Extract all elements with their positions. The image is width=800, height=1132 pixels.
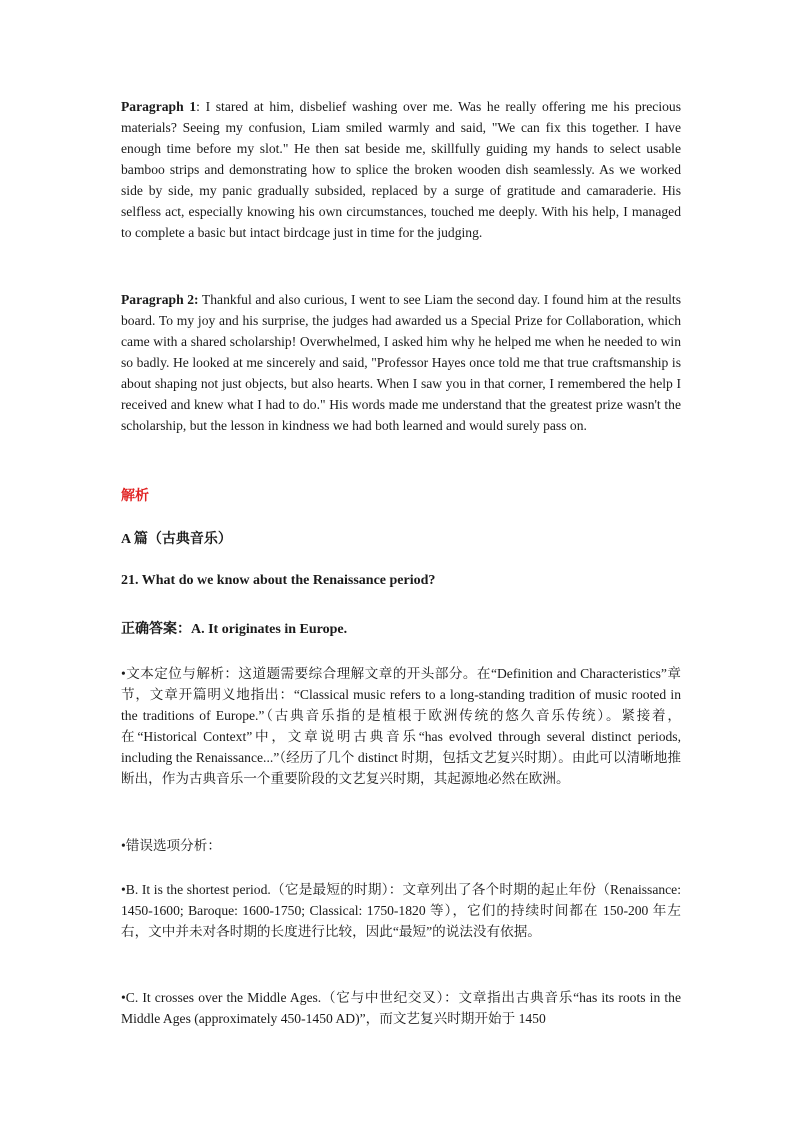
bullet-text-location: •文本定位与解析：这道题需要综合理解文章的开头部分。在“Definition and Characteristics”章节，文章开篇明义地指出：“Classical music refers to a long-standing tradition of music rooted in the traditions of Europe.”（古典音乐指的是植根于欧洲传统的悠久音乐传统）。紧接着，在“Historical Context”中，文章说明古典音乐“has evolved through several distinct periods, including the Renaissance...”（经历了几个 distinct 时期，包括文艺复兴时期）。由此可以清晰地推断出，作为古典音乐一个重要阶段的文艺复兴时期，其起源地必然在欧洲。 [121,666,681,786]
paragraph-2 [121,289,681,436]
bullet-option-b: •B. It is the shortest period.（它是最短的时期）：文章列出了各个时期的起止年份（Renaissance: 1450-1600; Baroque: 1600-1750; Classical: 1750-1820 等），它们的持续时间都在 150-200 年左右，文中并未对各时期的长度进行比较，因此“最短”的说法没有依据。 [121,882,681,939]
correct-answer: 正确答案：A. It originates in Europe. [121,622,348,637]
question-21: 21. What do we know about the Renaissance period? [121,573,436,588]
bullet-wrong-options-heading: •错误选项分析： [121,838,221,853]
paragraph-2-label: Paragraph 2: [121,292,199,307]
section-a-heading: A 篇（古典音乐） [121,532,232,547]
paragraph-2-text: Thankful and also curious, I went to see Liam the second day. I found him at the results board. To my joy and his surprise, the judges had awarded us a Special Prize for Collaboration, which came with a shared scholarship! Overwhelmed, I asked him why he helped me when he needed to win so badly. He looked at me sincerely and said, "Professor Hayes once told me that true craftsmanship is about shaping not just objects, but also hearts. When I saw you in that corner, I remembered the help I received and knew what I had to do." His words made me understand that the greatest prize wasn't the scholarship, but the lesson in kindness we had both learned and would surely pass on. [121,292,681,433]
paragraph-1 [121,96,681,243]
paragraph-1-label: Paragraph 1 [121,99,197,114]
paragraph-1-text: : I stared at him, disbelief washing over me. Was he really offering me his precious materials? Seeing my confusion, Liam smiled warmly and said, "We can fix this together. I have enough time before my slot." He then sat beside me, skillfully guiding my hands to select usable bamboo strips and demonstrating how to splice the broken wooden dish seamlessly. As we worked side by side, my panic gradually subsided, replaced by a surge of gratitude and camaraderie. His selfless act, especially knowing his own circumstances, touched me deeply. With his help, I managed to complete a basic but intact birdcage just in time for the judging. [121,99,682,240]
bullet-option-c: •C. It crosses over the Middle Ages.（它与中世纪交叉）：文章指出古典音乐“has its roots in the Middle Ages (approximately 450-1450 AD)”，而文艺复兴时期开始于 1450 [121,990,681,1026]
analysis-heading: 解析 [121,489,149,504]
